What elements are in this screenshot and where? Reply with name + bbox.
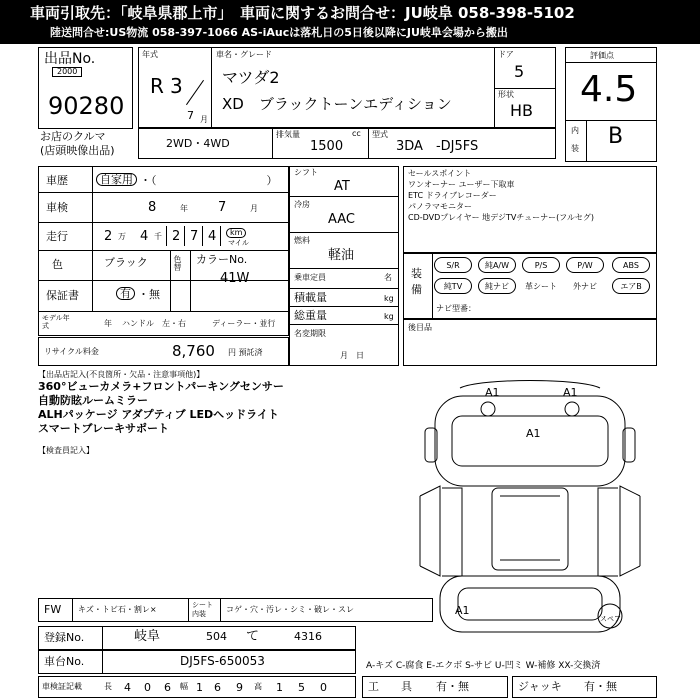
year-month-unit: 月 — [200, 115, 208, 124]
equipment-label-top: 装 — [411, 267, 422, 280]
certificate-digit: 5 — [298, 681, 305, 694]
certificate-digit: 高 — [254, 682, 262, 691]
certificate-prefix: 長 — [104, 682, 112, 691]
mileage-d1: 千 — [154, 232, 162, 241]
certificate-digit: 1 — [196, 681, 203, 694]
ac-label: 冷房 — [294, 200, 310, 209]
mileage-man-unit: 万 — [118, 232, 126, 241]
chassis-label: 車台No. — [44, 655, 85, 668]
shift-value: AT — [334, 179, 350, 194]
model-code-label: 型式 — [372, 130, 388, 139]
drive-value: 2WD・4WD — [166, 137, 230, 150]
damage-mark: A1 — [485, 386, 500, 399]
tools-value: 有・無 — [436, 680, 469, 693]
registration-num: 4316 — [294, 630, 322, 643]
model-year-label: モデル年式 — [42, 314, 70, 330]
score-value: 4.5 — [580, 69, 638, 110]
rename-unit: 月 日 — [340, 351, 364, 360]
model-name: マツダ2 — [222, 68, 280, 87]
color-value: ブラック — [104, 256, 148, 269]
tools-label: 工 具 — [368, 680, 412, 693]
equip-alloy-wheels: 純A/W — [478, 257, 516, 273]
store-note-line: 自動防眩ルームミラー — [38, 394, 148, 407]
lot-number: 90280 — [48, 92, 125, 120]
store-line1: お店のクルマ — [40, 130, 106, 143]
header-line1: 車両引取先：「岐阜県郡上市」 車両に関するお問合せ：JU岐阜 058-398-5102 — [30, 4, 575, 22]
doors-value: 5 — [514, 62, 525, 81]
mileage-unit-mile: マイル — [228, 239, 249, 247]
damage-mark: A1 — [526, 427, 541, 440]
displacement-label: 排気量 — [276, 130, 300, 139]
equip-navi: 純ナビ — [478, 278, 516, 294]
equip-power-steering: P/S — [522, 257, 560, 273]
fw-items2: コゲ・穴・汚レ・シミ・破レ・スレ — [226, 605, 354, 614]
equip-power-windows: P/W — [566, 257, 604, 273]
interior-label-top: 内 — [571, 126, 579, 135]
damage-legend: A-キズ C-腐食 E-エクボ S-サビ U-凹ミ W-補修 XX-交換済 — [366, 661, 601, 671]
doors-label: ドア — [498, 50, 514, 59]
jack-value: 有・無 — [584, 680, 617, 693]
fw-seat-label: シート内装 — [192, 601, 213, 618]
warranty-no: ・無 — [138, 288, 160, 301]
year-era: R — [150, 74, 164, 98]
equip-tv: 純TV — [434, 278, 472, 294]
model-year-dealer: ディーラー・並行 — [212, 319, 276, 328]
displacement-unit: cc — [352, 129, 361, 138]
certificate-digit: 6 — [214, 681, 221, 694]
shape-value: HB — [510, 101, 534, 120]
shape-label: 形状 — [498, 90, 514, 99]
mileage-d3: 7 — [190, 229, 199, 244]
shift-label: シフト — [294, 168, 318, 177]
color-code: 41W — [220, 271, 250, 286]
recycle-value: 8,760 — [172, 342, 215, 360]
equip-sunroof: S/R — [434, 257, 472, 273]
fw-label: FW — [44, 603, 62, 616]
name-label: 車名・グレード — [216, 50, 272, 59]
registration-class: 504 — [206, 630, 227, 643]
equip-abs: ABS — [612, 257, 650, 273]
warranty-label: 保証書 — [46, 289, 79, 302]
certificate-digit: 9 — [236, 681, 243, 694]
history-value: 自家用 — [96, 173, 137, 186]
history-label: 車歴 — [46, 174, 68, 187]
equip-airbag: エアB — [612, 278, 650, 294]
sales-point-line: ワンオーナー ユーザー下取車 — [408, 180, 515, 189]
rear-items-box — [403, 319, 657, 366]
mileage-d0: 4 — [140, 229, 149, 244]
store-note-line: ALHパッケージ アダプティブ LEDヘッドライト — [38, 408, 279, 421]
certificate-digit: 6 — [164, 681, 171, 694]
header-line2: 陸送問合せ:US物流 058-397-1066 AS-iAucは落札日の5日後以降にJU岐阜会場から搬出 — [50, 26, 508, 39]
store-notes-label: 【出品店記入(不良箇所・欠品・注意事項他)】 — [38, 370, 205, 379]
equipment-navi: ナビ型番： — [436, 304, 476, 313]
store-note-line: スマートブレーキサポート — [38, 422, 170, 435]
mileage-d2: 2 — [172, 229, 181, 244]
fuel-value: 軽油 — [328, 248, 355, 263]
spare-label: スペア — [600, 615, 621, 623]
certificate-digit: 幅 — [180, 682, 188, 691]
inspection-year: 8 — [148, 200, 157, 215]
inspector-label: 【検査員記入】 — [38, 446, 94, 455]
inspection-label: 車検 — [46, 201, 68, 214]
sales-points-label: セールスポイント — [408, 169, 472, 178]
inspection-month-unit: 月 — [250, 204, 258, 213]
certificate-digit: 1 — [276, 681, 283, 694]
rename-label: 名変期限 — [294, 329, 326, 338]
grade-name: XD ブラックトーンエディション — [222, 95, 452, 113]
equip-leather-seat: 革シート — [522, 278, 560, 294]
certificate-digit: 4 — [124, 681, 131, 694]
chassis-value: DJ5FS-650053 — [180, 654, 265, 668]
recycle-unit: 円 預託済 — [228, 348, 263, 357]
store-line2: (店頭映像出品) — [40, 144, 115, 157]
load-label: 積載量 — [294, 291, 327, 304]
color-label: 色 — [52, 258, 63, 271]
color-code-label: カラーNo. — [196, 253, 248, 266]
weight-unit: kg — [384, 312, 394, 321]
weight-label: 総重量 — [294, 309, 327, 322]
car-damage-diagram — [400, 376, 662, 638]
damage-mark: A1 — [455, 604, 470, 617]
mileage-d4: 4 — [208, 229, 217, 244]
certificate-digit: 0 — [320, 681, 327, 694]
registration-label: 登録No. — [44, 631, 85, 644]
equipment-label-bottom: 備 — [411, 283, 422, 296]
interior-label-bottom: 装 — [571, 144, 579, 153]
fuel-label: 燃料 — [294, 236, 310, 245]
model-year-unit: 年 — [104, 319, 112, 328]
capacity-unit: 名 — [384, 273, 392, 282]
warranty-yes: 有 — [116, 287, 135, 300]
registration-pref: 岐阜 — [134, 629, 161, 644]
mileage-label: 走行 — [46, 230, 68, 243]
mileage-unit-km: km — [226, 228, 246, 238]
color-swap-label: 色替 — [173, 255, 182, 271]
year-month: 7 — [187, 109, 194, 122]
capacity-label: 乗車定員 — [294, 273, 326, 282]
lot-label: 出品No. — [44, 51, 96, 67]
score-label: 評価点 — [590, 51, 614, 60]
rear-items-label: 後目品 — [408, 323, 432, 332]
mileage-man: 2 — [104, 229, 113, 244]
damage-mark: A1 — [563, 386, 578, 399]
store-note-line: 360°ビューカメラ+フロントパーキングセンサー — [38, 380, 284, 393]
history-rest: ・（ ） — [140, 174, 278, 187]
equip-aftermarket-navi: 外ナビ — [566, 278, 604, 294]
sales-point-line: パノラマモニター — [408, 202, 472, 211]
interior-value: B — [608, 124, 624, 149]
inspection-month: 7 — [218, 200, 227, 215]
inspection-year-unit: 年 — [180, 204, 188, 213]
year-label: 年式 — [142, 50, 158, 59]
sales-point-line: ETC ドライブレコーダー — [408, 191, 497, 200]
model-year-handle: ハンドル 左・右 — [122, 319, 186, 328]
model-code-value: 3DA -DJ5FS — [396, 139, 479, 154]
certificate-label: 車検証記載 — [42, 682, 82, 691]
registration-kana: て — [246, 629, 260, 644]
recycle-label: リサイクル料金 — [44, 347, 99, 356]
lot-sub: 2000 — [52, 67, 82, 77]
fw-items: キズ・トビ石・割レ× — [78, 605, 157, 614]
load-unit: kg — [384, 294, 394, 303]
sales-point-line: CD-DVDプレイヤー 地デジTVチューナー(フルセグ) — [408, 213, 594, 222]
displacement-value: 1500 — [310, 139, 344, 154]
ac-value: AAC — [328, 212, 355, 227]
jack-label: ジャッキ — [518, 680, 562, 693]
year-value: 3 — [170, 74, 183, 98]
certificate-digit: 0 — [144, 681, 151, 694]
